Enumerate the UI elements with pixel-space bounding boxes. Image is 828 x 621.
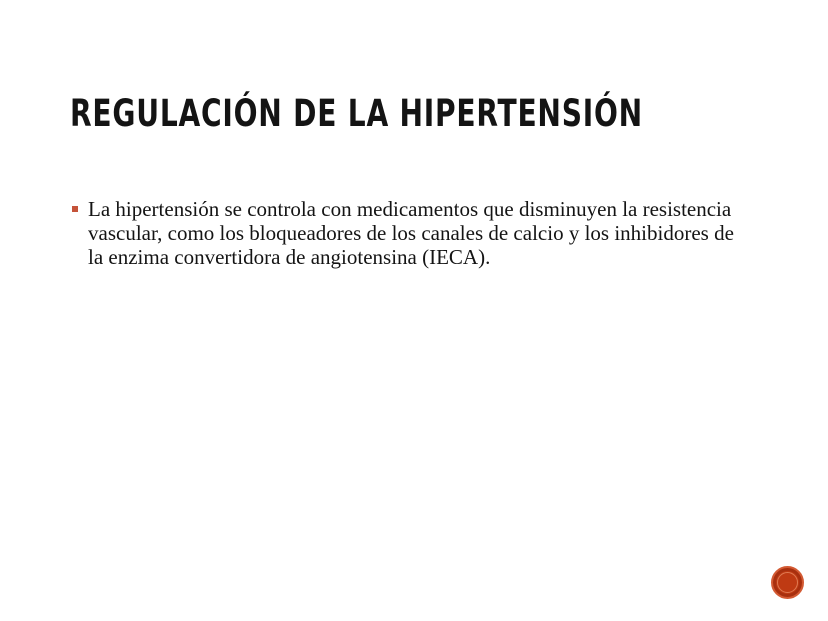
badge-ring (777, 572, 798, 593)
bullet-list (70, 197, 750, 269)
bullet-item (70, 197, 750, 269)
square-bullet-icon (72, 206, 78, 212)
page-number-badge-icon (771, 566, 804, 599)
bullet-text: La hipertensión se controla con medicamentos que disminuyen la resistencia vascular, como los bloqueadores de los canales de calcio y los inhibidores de la enzima convertidora de angiotensina (IECA). (88, 197, 734, 269)
slide-title: REGULACIÓN DE LA HIPERTENSIÓN (70, 92, 643, 135)
